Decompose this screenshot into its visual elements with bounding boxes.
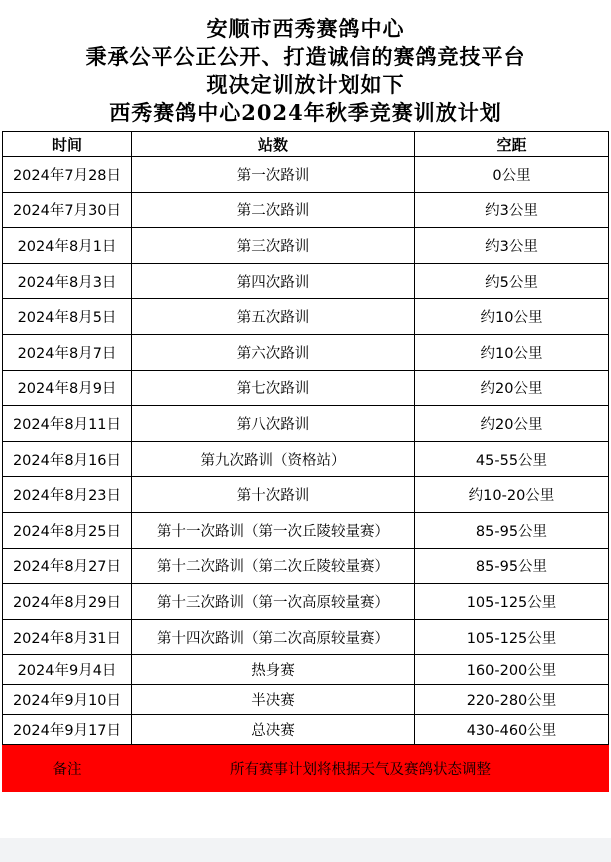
title-line-1: 安顺市西秀赛鸽中心	[206, 16, 405, 41]
row-time-cell: 2024年8月16日	[3, 441, 132, 477]
table-row	[3, 263, 609, 299]
table-row	[3, 441, 609, 477]
table-row	[3, 512, 609, 548]
table-row	[3, 228, 609, 264]
note-row	[3, 745, 609, 792]
row-time-cell: 2024年8月9日	[3, 370, 132, 406]
row-station-cell: 第十二次路训（第二次丘陵较量赛）	[132, 548, 415, 584]
schedule-table	[2, 131, 609, 792]
note-label: 备注	[3, 745, 132, 792]
title-line-3: 现决定训放计划如下	[206, 72, 405, 97]
table-row	[3, 192, 609, 228]
row-distance-cell: 约20公里	[415, 370, 609, 406]
table-row	[3, 157, 609, 193]
row-station-cell: 第七次路训	[132, 370, 415, 406]
row-distance-cell: 220-280公里	[415, 685, 609, 715]
row-station-cell: 半决赛	[132, 685, 415, 715]
table-row	[3, 548, 609, 584]
table-body	[3, 157, 609, 745]
table-row	[3, 584, 609, 620]
row-distance-cell: 约10-20公里	[415, 477, 609, 513]
row-time-cell: 2024年8月25日	[3, 512, 132, 548]
column-header-station: 站数	[132, 132, 415, 157]
title-line-4: 西秀赛鸽中心2024年秋季竞赛训放计划	[109, 100, 502, 125]
row-station-cell: 第八次路训	[132, 406, 415, 442]
row-time-cell: 2024年8月3日	[3, 263, 132, 299]
row-distance-cell: 约3公里	[415, 192, 609, 228]
row-distance-cell: 105-125公里	[415, 619, 609, 655]
row-station-cell: 第二次路训	[132, 192, 415, 228]
row-time-cell: 2024年9月17日	[3, 715, 132, 745]
row-station-cell: 第一次路训	[132, 157, 415, 193]
row-time-cell: 2024年7月28日	[3, 157, 132, 193]
table-row	[3, 715, 609, 745]
row-distance-cell: 约10公里	[415, 334, 609, 370]
row-station-cell: 第五次路训	[132, 299, 415, 335]
title-line-2: 秉承公平公正公开、打造诚信的赛鸽竞技平台	[85, 44, 526, 69]
column-header-time: 时间	[3, 132, 132, 157]
row-station-cell: 热身赛	[132, 655, 415, 685]
row-distance-cell: 约5公里	[415, 263, 609, 299]
row-time-cell: 2024年8月7日	[3, 334, 132, 370]
row-distance-cell: 85-95公里	[415, 512, 609, 548]
row-time-cell: 2024年9月10日	[3, 685, 132, 715]
row-station-cell: 第四次路训	[132, 263, 415, 299]
row-distance-cell: 105-125公里	[415, 584, 609, 620]
row-station-cell: 总决赛	[132, 715, 415, 745]
row-distance-cell: 430-460公里	[415, 715, 609, 745]
row-station-cell: 第十一次路训（第一次丘陵较量赛）	[132, 512, 415, 548]
row-distance-cell: 160-200公里	[415, 655, 609, 685]
row-station-cell: 第十次路训	[132, 477, 415, 513]
row-time-cell: 2024年7月30日	[3, 192, 132, 228]
row-station-cell: 第九次路训（资格站）	[132, 441, 415, 477]
row-distance-cell: 约20公里	[415, 406, 609, 442]
row-station-cell: 第十三次路训（第一次高原较量赛）	[132, 584, 415, 620]
column-header-distance: 空距	[415, 132, 609, 157]
row-distance-cell: 45-55公里	[415, 441, 609, 477]
table-row	[3, 370, 609, 406]
row-time-cell: 2024年8月31日	[3, 619, 132, 655]
row-distance-cell: 约10公里	[415, 299, 609, 335]
table-row	[3, 334, 609, 370]
row-distance-cell: 85-95公里	[415, 548, 609, 584]
document-header	[2, 15, 609, 127]
row-time-cell: 2024年8月23日	[3, 477, 132, 513]
row-time-cell: 2024年8月5日	[3, 299, 132, 335]
row-station-cell: 第六次路训	[132, 334, 415, 370]
row-time-cell: 2024年9月4日	[3, 655, 132, 685]
table-row	[3, 477, 609, 513]
row-distance-cell: 约3公里	[415, 228, 609, 264]
row-time-cell: 2024年8月11日	[3, 406, 132, 442]
table-row	[3, 619, 609, 655]
table-row	[3, 299, 609, 335]
table-row	[3, 655, 609, 685]
table-header-row	[3, 132, 609, 157]
row-time-cell: 2024年8月27日	[3, 548, 132, 584]
note-text: 所有赛事计划将根据天气及赛鸽状态调整	[132, 745, 609, 792]
row-time-cell: 2024年8月29日	[3, 584, 132, 620]
row-station-cell: 第三次路训	[132, 228, 415, 264]
row-time-cell: 2024年8月1日	[3, 228, 132, 264]
row-station-cell: 第十四次路训（第二次高原较量赛）	[132, 619, 415, 655]
table-row	[3, 685, 609, 715]
table-row	[3, 406, 609, 442]
row-distance-cell: 0公里	[415, 157, 609, 193]
